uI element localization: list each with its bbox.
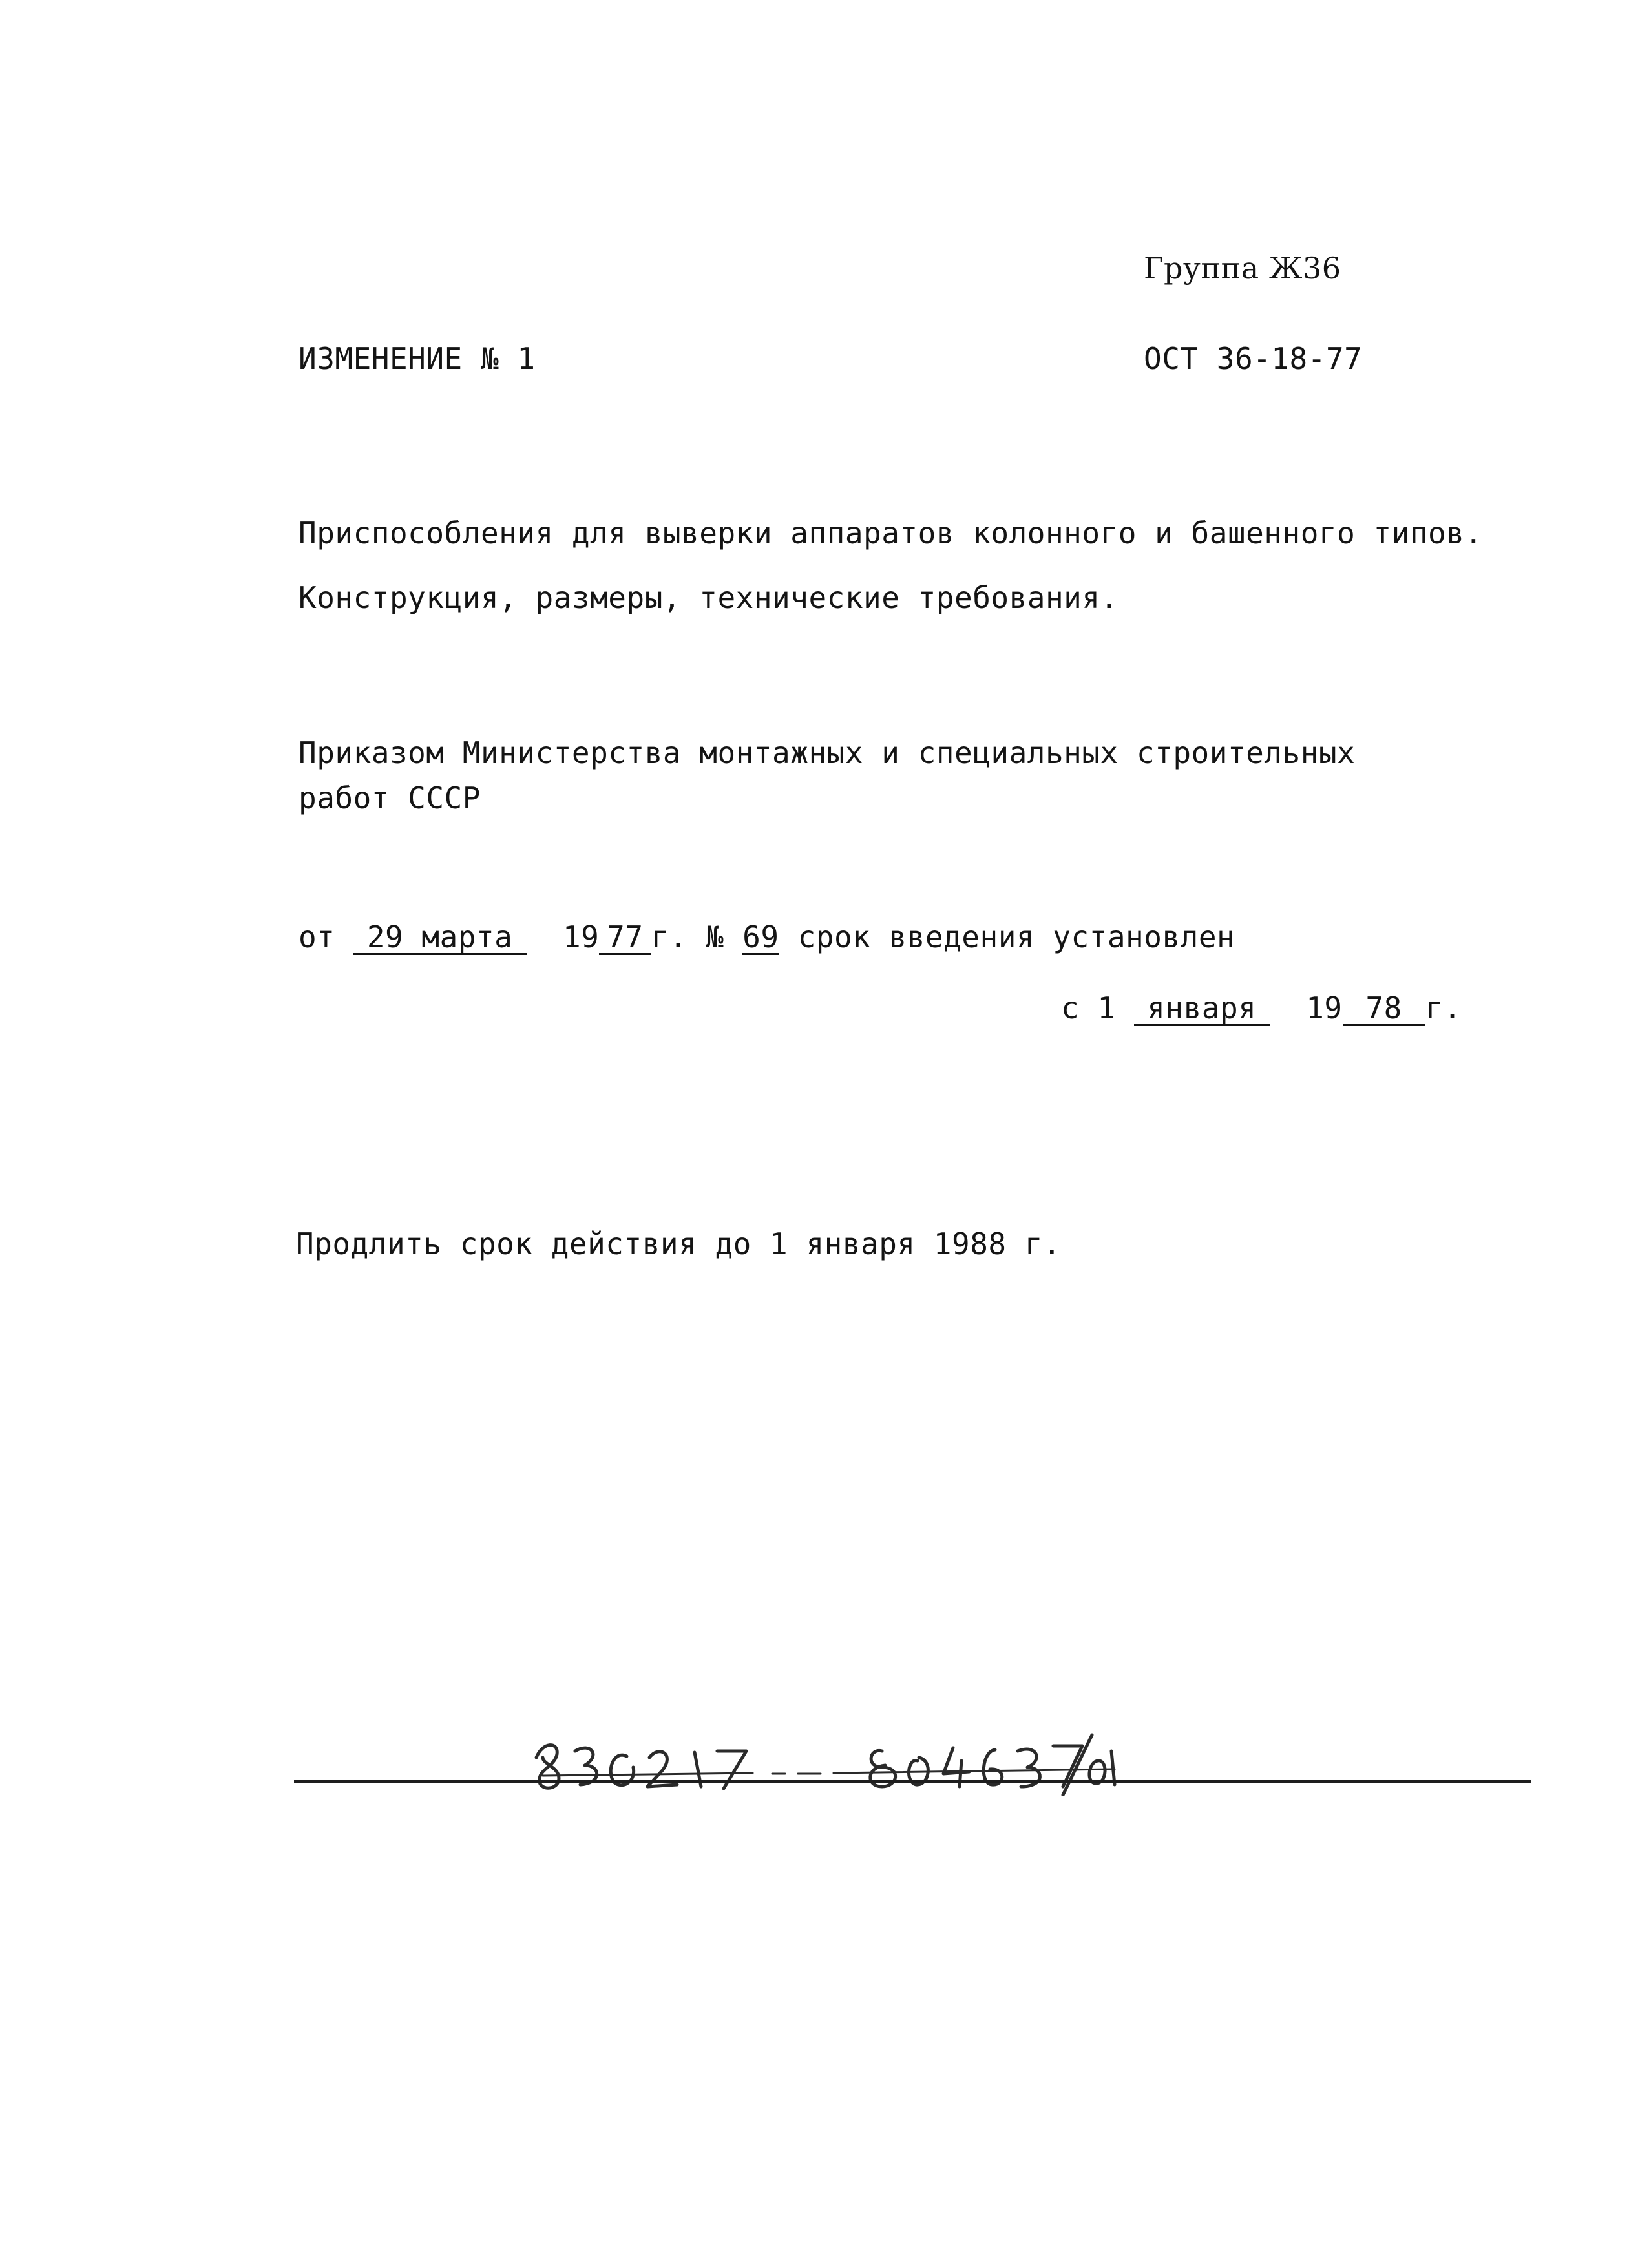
since-month: января (1134, 992, 1270, 1026)
amendment-title: ИЗМЕНЕНИЕ № 1 (299, 341, 536, 376)
date-from-prefix: от (299, 919, 335, 954)
date-from-year: 77 (599, 921, 651, 955)
handwritten-number-mark (530, 1706, 1124, 1796)
extension-note: Продлить срок действия до 1 января 1988 г. (296, 1226, 1062, 1261)
date-intro-tail: срок введения установлен (797, 919, 1235, 954)
order-date-line (299, 918, 1235, 956)
footer-rule (294, 1780, 1531, 1783)
title-line-1: Приспособления для выверки аппаратов колонного и башенного типов. (299, 516, 1483, 551)
date-year-suffix-number: г. № (651, 919, 724, 954)
group-label: Группа Ж36 (1144, 251, 1341, 286)
since-suffix: г. (1425, 991, 1462, 1025)
since-year: 78 (1343, 992, 1425, 1026)
effective-date-line (1061, 989, 1462, 1027)
order-line-2: работ СССР (299, 781, 481, 815)
since-day: 1 (1097, 991, 1116, 1025)
date-year-prefix: 19 (562, 919, 600, 954)
date-from-day: 29 марта (353, 921, 527, 955)
standard-number: ОСТ 36-18-77 (1144, 341, 1363, 376)
since-year-prefix: 19 (1306, 991, 1343, 1025)
order-number: 69 (742, 919, 779, 954)
order-line-1: Приказом Министерства монтажных и специальных строительных (299, 735, 1356, 770)
title-line-2: Конструкция, размеры, технические требования. (299, 580, 1119, 615)
since-prefix: с (1061, 991, 1080, 1025)
